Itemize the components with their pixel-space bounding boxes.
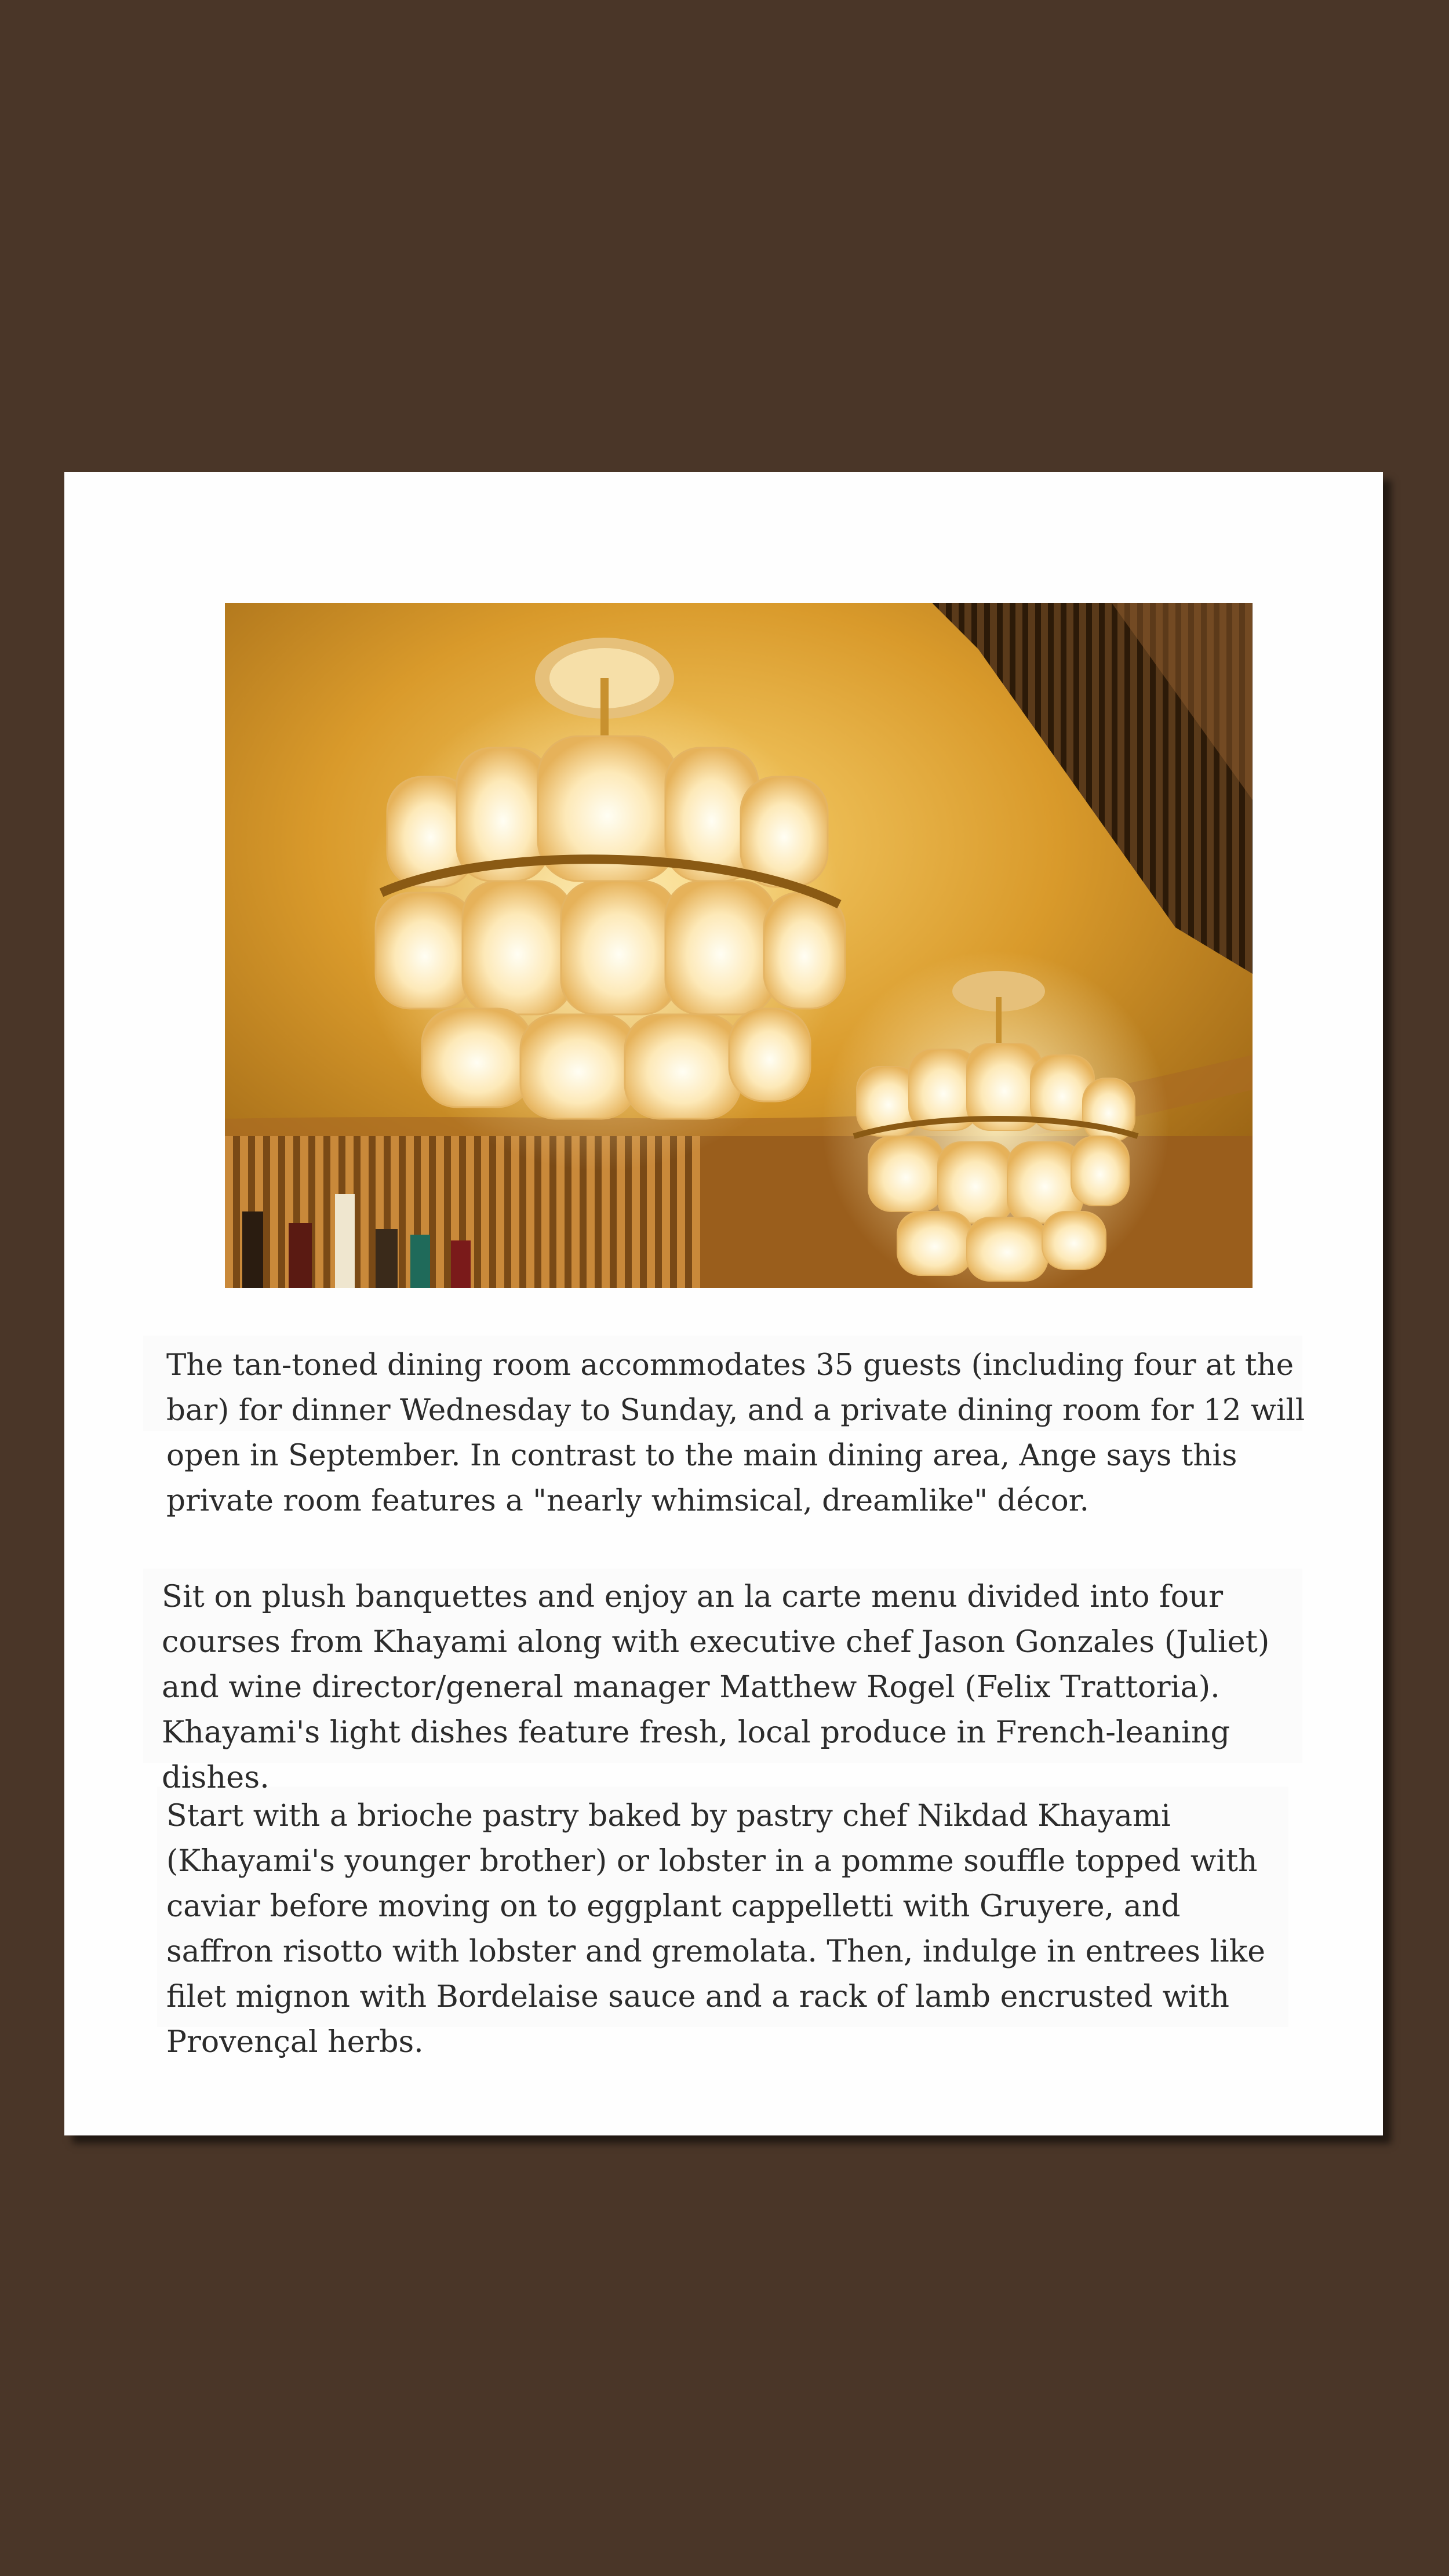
- chandelier-photo: [225, 603, 1253, 1288]
- paragraph-3: Start with a brioche pastry baked by pastry chef Nikdad Khayami (Khayami's younger brother) or lobster in a pomme souffle topped with caviar before moving on to eggplant cappelletti with Gruyere, and saffron risotto with lobster and gremolata. Then, indulge in entrees like filet mignon with Bordelaise sauce and a rack of lamb encrusted with Provençal herbs.: [166, 1799, 1265, 2060]
- article-card: [64, 472, 1383, 2135]
- paragraph-2: Sit on plush banquettes and enjoy an la carte menu divided into four courses from Khayami along with executive chef Jason Gonzales (Juliet) and wine director/general manager Matthew Rogel (Felix Trattoria). Khayami's light dishes feature fresh, local produce in French-leaning dishes.: [162, 1579, 1270, 1795]
- paragraph-1: The tan-toned dining room accommodates 35 guests (including four at the bar) for dinner Wednesday to Sunday, and a private dining room for 12 will open in September. In contrast to the main dining area, Ange says this private room features a "nearly whimsical, dreamlike" décor.: [166, 1348, 1305, 1518]
- chandelier-illustration: [225, 603, 1253, 1288]
